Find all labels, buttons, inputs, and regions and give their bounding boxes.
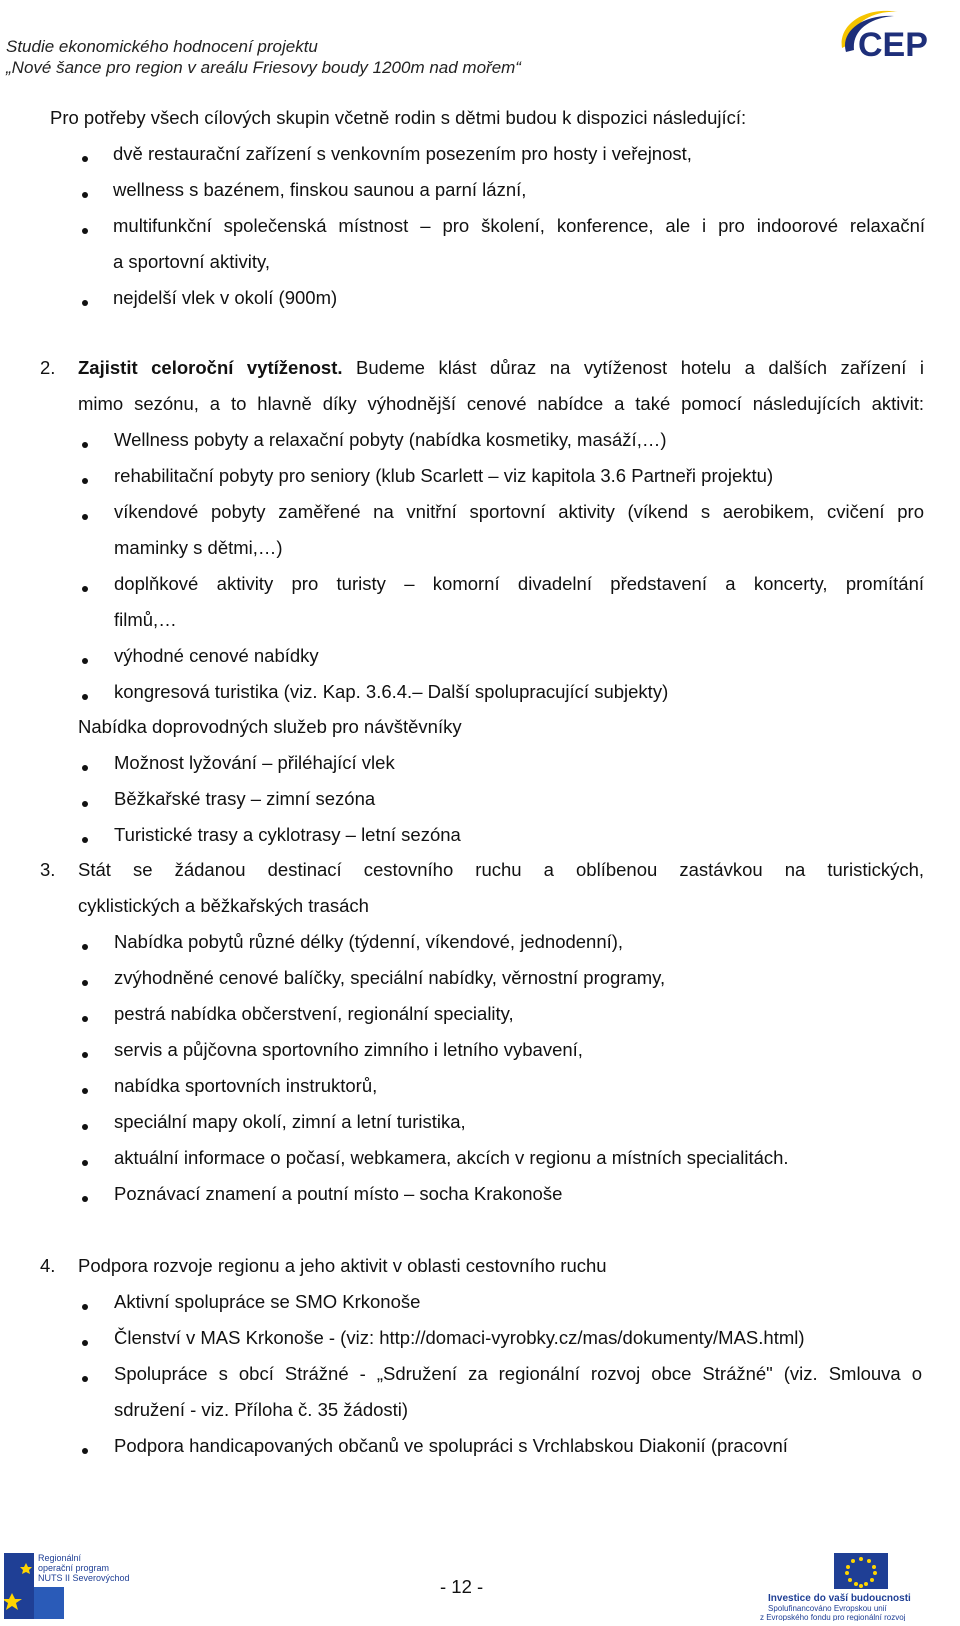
eu-logo: [760, 1553, 956, 1621]
section-number: 3.: [40, 859, 56, 880]
header-line-2: „Nové šance pro region v areálu Friesovy boudy 1200m nad mořem“: [6, 58, 521, 77]
list-item: rehabilitační pobyty pro seniory (klub Scarlett – viz kapitola 3.6 Partneři projektu): [114, 465, 774, 486]
list-item: pestrá nabídka občerstvení, regionální speciality,: [114, 1003, 514, 1024]
section-2-bold: Zajistit celoroční vytíženost.: [78, 357, 343, 378]
list-item: servis a půjčovna sportovního zimního i letního vybavení,: [114, 1039, 583, 1060]
rop-text-1: Regionální: [38, 1553, 82, 1563]
list-item: Spolupráce s obcí Strážné - „Sdružení za regionální rozvoj obce Strážné" (viz. Smlouva o: [114, 1363, 922, 1384]
list-item: Běžkařské trasy – zimní sezóna: [114, 788, 376, 809]
list-item: Možnost lyžování – přiléhající vlek: [114, 752, 395, 773]
list-item: Wellness pobyty a relaxační pobyty (nabídka kosmetiky, masáží,…): [114, 429, 667, 450]
list-item-continued: sdružení - viz. Příloha č. 35 žádosti): [114, 1399, 409, 1420]
eu-text-2: Spolufinancováno Evropskou unií: [768, 1604, 887, 1613]
list-item-continued: filmů,…: [114, 609, 177, 630]
list-item-continued: maminky s dětmi,…): [114, 537, 283, 558]
list-item: Aktivní spolupráce se SMO Krkonoše: [114, 1291, 421, 1312]
list-item: aktuální informace o počasí, webkamera, akcích v regionu a místních specialitách.: [114, 1147, 789, 1168]
list-item: Podpora handicapovaných občanů ve spolupráci s Vrchlabskou Diakonií (pracovní: [114, 1435, 788, 1456]
list-item: dvě restaurační zařízení s venkovním posezením pro hosty i veřejnost,: [113, 143, 692, 164]
list-item: speciální mapy okolí, zimní a letní turistika,: [114, 1111, 466, 1132]
list-item: zvýhodněné cenové balíčky, speciální nabídky, věrnostní programy,: [114, 967, 666, 988]
section-2-text-2: mimo sezónu, a to hlavně díky výhodnější cenové nabídce a také pomocí následujících aktivit:: [78, 393, 924, 414]
list-item: kongresová turistika (viz. Kap. 3.6.4.– Další spolupracující subjekty): [114, 681, 669, 702]
section-2-text: Budeme klást důraz na vytíženost hotelu a dalších zařízení i: [342, 357, 924, 378]
list-item: multifunkční společenská místnost – pro školení, konference, ale i pro indoorové relaxační: [113, 215, 925, 236]
list-item: wellness s bazénem, finskou saunou a parní lázní,: [113, 179, 527, 200]
eu-text-3: z Evropského fondu pro regionální rozvoj: [760, 1613, 906, 1621]
rop-text-2: operační program: [38, 1563, 110, 1573]
list-item: Nabídka pobytů různé délky (týdenní, víkendové, jednodenní),: [114, 931, 624, 952]
list-item: Členství v MAS Krkonoše - (viz: http://domaci-vyrobky.cz/mas/dokumenty/MAS.html): [114, 1327, 805, 1348]
list-item: víkendové pobyty zaměřené na vnitřní sportovní aktivity (víkend s aerobikem, cvičení pro: [114, 501, 924, 522]
list-item: výhodné cenové nabídky: [114, 645, 319, 666]
list-item: doplňkové aktivity pro turisty – komorní divadelní představení a koncerty, promítání: [114, 573, 924, 594]
section-number: 4.: [40, 1255, 56, 1276]
section-number: 2.: [40, 357, 56, 378]
list-item: nejdelší vlek v okolí (900m): [113, 287, 338, 308]
section-3-text-1: Stát se žádanou destinací cestovního ruchu a oblíbenou zastávkou na turistických,: [78, 859, 924, 880]
document-header: [6, 36, 521, 78]
page-number: - 12 -: [440, 1576, 484, 1597]
rop-logo: [4, 1553, 134, 1619]
cep-logo: [836, 4, 954, 66]
list-item: Turistické trasy a cyklotrasy – letní sezóna: [114, 824, 461, 845]
eu-text-1: Investice do vaší budoucnosti: [768, 1593, 911, 1604]
section-3-text-2: cyklistických a běžkařských trasách: [78, 895, 369, 916]
list-item: Poznávací znamení a poutní místo – socha Krakonoše: [114, 1183, 563, 1204]
rop-text-3: NUTS II Severovýchod: [38, 1573, 130, 1583]
section-4-text: Podpora rozvoje regionu a jeho aktivit v oblasti cestovního ruchu: [78, 1255, 607, 1276]
sub-heading: Nabídka doprovodných služeb pro návštěvníky: [78, 716, 462, 737]
list-item: nabídka sportovních instruktorů,: [114, 1075, 378, 1096]
header-line-1: Studie ekonomického hodnocení projektu: [6, 37, 318, 56]
logo-text: CEP: [858, 26, 928, 64]
list-item-continued: a sportovní aktivity,: [113, 251, 270, 272]
intro-text: Pro potřeby všech cílových skupin včetně rodin s dětmi budou k dispozici následující:: [50, 107, 747, 128]
section-2-heading: [78, 350, 924, 386]
